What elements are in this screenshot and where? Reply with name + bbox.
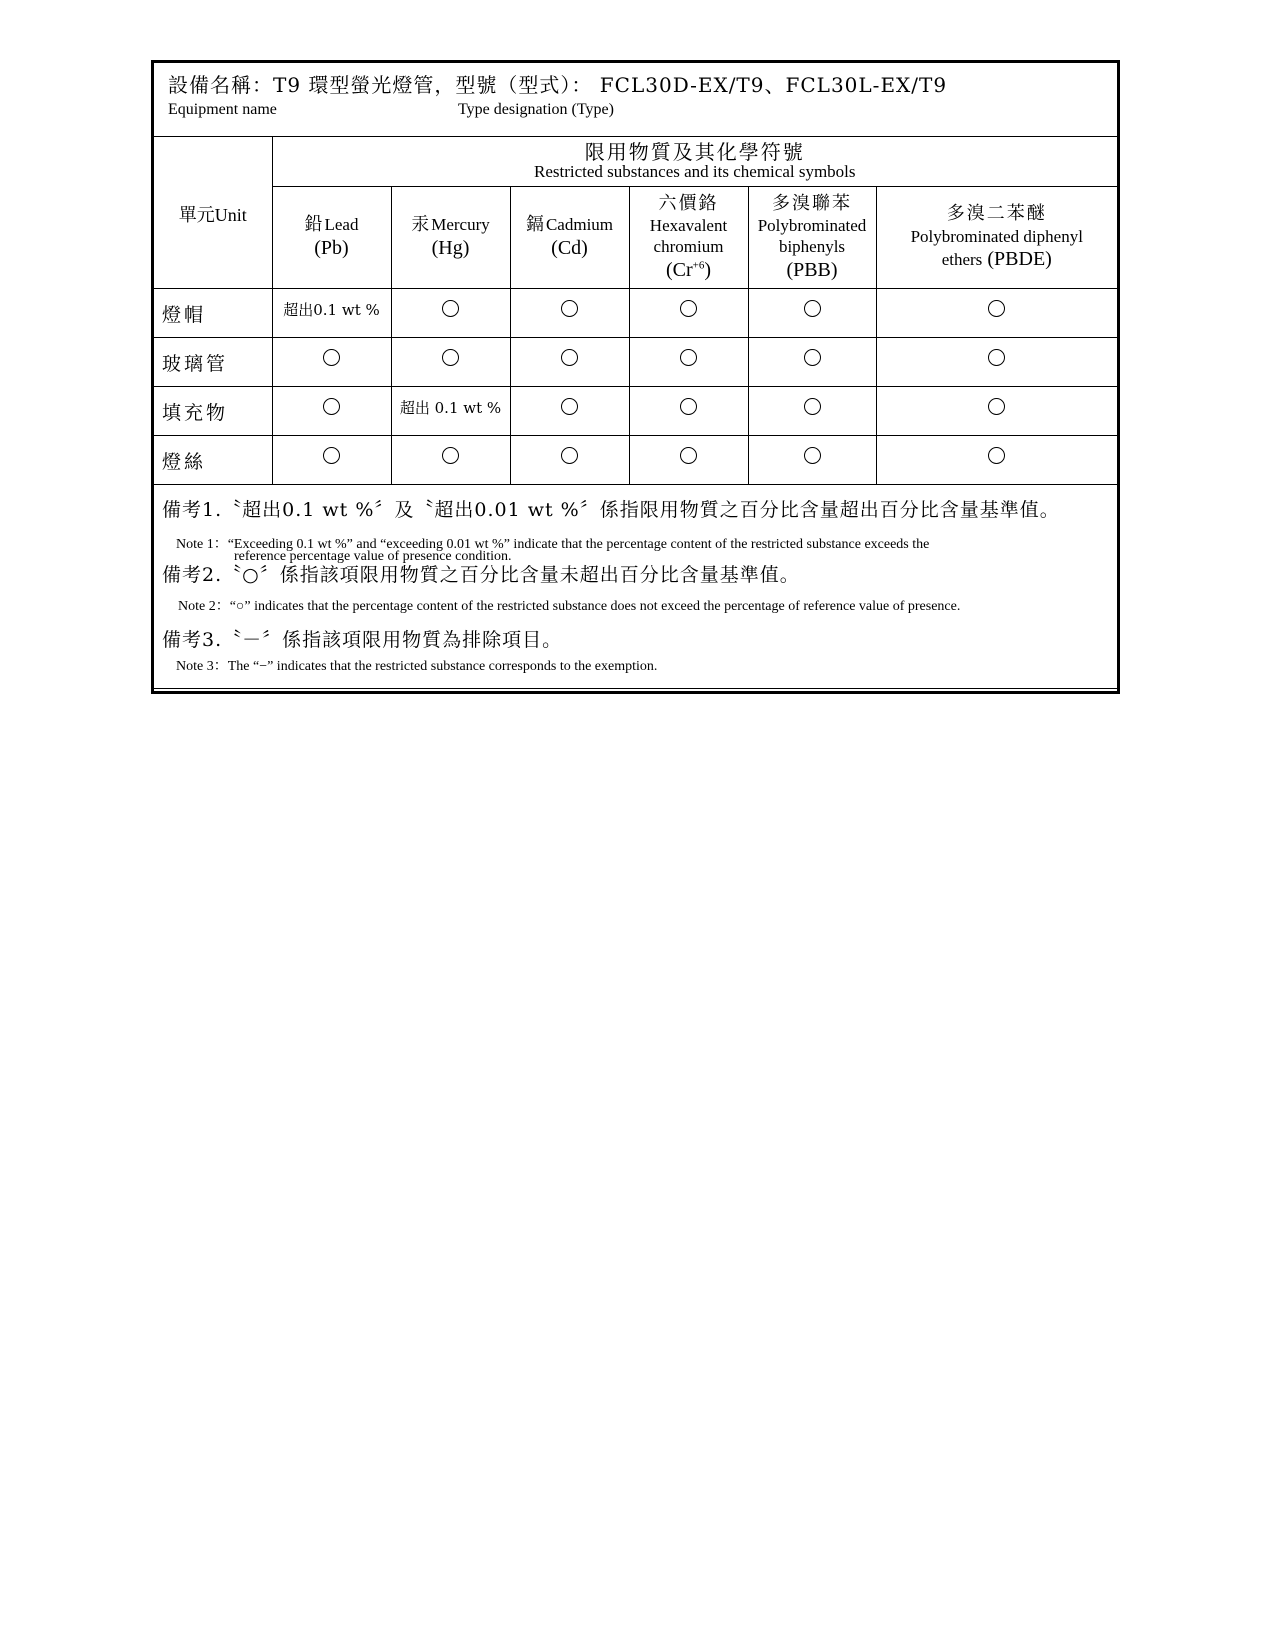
table-row bbox=[154, 436, 1117, 485]
substance-en-line2: ethers bbox=[941, 249, 983, 269]
substance-symbol: (PBB) bbox=[786, 258, 838, 281]
circle-mark bbox=[442, 349, 459, 366]
table-cell bbox=[272, 338, 391, 387]
table-cell bbox=[876, 338, 1117, 387]
table-cell bbox=[391, 436, 510, 485]
unit-label: 玻璃管 bbox=[154, 338, 272, 387]
substance-header-cadmium bbox=[510, 187, 629, 289]
table-cell bbox=[510, 387, 629, 436]
substance-en-line2: chromium bbox=[653, 237, 724, 257]
note-3-en: Note 3：The “−” indicates that the restricted substance corresponds to the exemption. bbox=[176, 659, 658, 674]
substance-table bbox=[154, 63, 1117, 689]
unit-label: 填充物 bbox=[154, 387, 272, 436]
table-cell bbox=[876, 289, 1117, 338]
substance-en-line1: Polybrominated bbox=[757, 216, 867, 235]
restricted-substances-header bbox=[272, 137, 1117, 187]
unit-header-en: Unit bbox=[214, 205, 247, 225]
substance-zh: 鎘 bbox=[525, 213, 546, 235]
equipment-name-label: Equipment name bbox=[168, 101, 277, 118]
circle-mark bbox=[323, 349, 340, 366]
substance-zh: 六價鉻 bbox=[658, 192, 719, 214]
table-cell bbox=[272, 436, 391, 485]
equipment-title-cell bbox=[154, 63, 1117, 137]
circle-mark bbox=[804, 398, 821, 415]
restricted-substances-zh: 限用物質及其化學符號 bbox=[584, 140, 805, 165]
substance-header-hexavalent-chromium bbox=[629, 187, 748, 289]
table-cell bbox=[748, 338, 876, 387]
symbol-superscript: +6 bbox=[692, 258, 705, 271]
substance-en-line1: Hexavalent bbox=[649, 216, 728, 235]
circle-mark bbox=[988, 447, 1005, 464]
table-cell bbox=[629, 436, 748, 485]
circle-mark bbox=[680, 398, 697, 415]
unit-header bbox=[154, 137, 272, 289]
unit-header-zh: 單元 bbox=[178, 205, 215, 226]
table-cell bbox=[748, 436, 876, 485]
substance-header-lead bbox=[272, 187, 391, 289]
table-cell bbox=[510, 338, 629, 387]
table-cell bbox=[876, 387, 1117, 436]
circle-mark bbox=[561, 447, 578, 464]
header-row-2 bbox=[154, 187, 1117, 289]
table-cell bbox=[391, 338, 510, 387]
circle-mark bbox=[680, 300, 697, 317]
substance-header-mercury bbox=[391, 187, 510, 289]
table-cell bbox=[629, 289, 748, 338]
substance-zh: 多溴聯苯 bbox=[772, 192, 852, 214]
table-cell bbox=[272, 289, 391, 338]
circle-mark bbox=[680, 447, 697, 464]
table-cell bbox=[391, 289, 510, 338]
circle-mark bbox=[804, 300, 821, 317]
substance-header-pbb bbox=[748, 187, 876, 289]
substance-zh: 汞 bbox=[411, 213, 432, 235]
substance-en-line2: biphenyls bbox=[778, 237, 846, 257]
substance-en: Cadmium bbox=[545, 214, 614, 234]
equipment-title-english bbox=[168, 101, 1117, 123]
table-cell bbox=[748, 289, 876, 338]
note-1-en-continued: reference percentage value of presence condition. bbox=[234, 549, 512, 564]
circle-mark bbox=[561, 398, 578, 415]
circle-mark bbox=[988, 398, 1005, 415]
substance-symbol: (PBDE) bbox=[987, 247, 1052, 270]
table-cell bbox=[510, 436, 629, 485]
note-1-en: Note 1：“Exceeding 0.1 wt %” and “exceeding 0.01 wt %” indicate that the percentage content of the restricted substance exceeds the bbox=[176, 537, 930, 552]
notes-row bbox=[154, 485, 1117, 689]
substance-zh: 鉛 bbox=[304, 213, 325, 235]
table-row bbox=[154, 289, 1117, 338]
substance-en: Lead bbox=[324, 214, 359, 234]
note-3-zh: 備考3.〝－〞係指該項限用物質為排除項目。 bbox=[162, 629, 563, 651]
substance-zh: 多溴二苯醚 bbox=[946, 203, 1047, 225]
unit-label: 燈絲 bbox=[154, 436, 272, 485]
rohs-declaration-table bbox=[151, 60, 1120, 694]
cell-value: 超出0.1 wt % bbox=[283, 300, 380, 319]
table-cell bbox=[272, 387, 391, 436]
circle-mark bbox=[442, 300, 459, 317]
table-cell bbox=[510, 289, 629, 338]
substance-symbol: (Pb) bbox=[314, 237, 349, 260]
table-cell bbox=[748, 387, 876, 436]
circle-mark bbox=[561, 349, 578, 366]
header-row-1 bbox=[154, 137, 1117, 187]
circle-mark bbox=[442, 447, 459, 464]
table-cell bbox=[629, 387, 748, 436]
table-row bbox=[154, 338, 1117, 387]
table-cell bbox=[391, 387, 510, 436]
unit-label: 燈帽 bbox=[154, 289, 272, 338]
substance-en: Mercury bbox=[431, 214, 490, 234]
circle-mark bbox=[988, 349, 1005, 366]
table-row bbox=[154, 387, 1117, 436]
symbol-end: ) bbox=[704, 258, 712, 281]
restricted-substances-en: Restricted substances and its chemical symbols bbox=[534, 162, 856, 182]
note-1-zh: 備考1.〝超出0.1 wt %〞及〝超出0.01 wt %〞係指限用物質之百分比含量超出百分比含量基準值。 bbox=[162, 499, 1060, 521]
substance-symbol bbox=[630, 258, 748, 283]
notes-section bbox=[154, 485, 1117, 689]
title-row bbox=[154, 63, 1117, 137]
table-cell bbox=[876, 436, 1117, 485]
type-designation-label: Type designation (Type) bbox=[458, 101, 614, 118]
note-2-zh: 備考2.〝○〞係指該項限用物質之百分比含量未超出百分比含量基準值。 bbox=[162, 564, 800, 586]
circle-mark bbox=[988, 300, 1005, 317]
circle-mark bbox=[804, 349, 821, 366]
table-cell bbox=[629, 338, 748, 387]
circle-mark bbox=[323, 447, 340, 464]
circle-mark bbox=[561, 300, 578, 317]
substance-header-pbde bbox=[876, 187, 1117, 289]
cell-value: 超出 0.1 wt % bbox=[399, 398, 502, 417]
equipment-title: 設備名稱：T9 環型螢光燈管，型號（型式）： FCL30D-EX/T9、FCL30L-EX/T9 bbox=[168, 73, 948, 97]
note-2-en: Note 2：“○” indicates that the percentage content of the restricted substance does not exceed the percentage of reference value of presence. bbox=[178, 599, 961, 614]
substance-en-line1: Polybrominated diphenyl bbox=[910, 226, 1083, 246]
circle-mark bbox=[323, 398, 340, 415]
substance-symbol: (Hg) bbox=[431, 237, 470, 260]
circle-mark bbox=[680, 349, 697, 366]
circle-mark bbox=[804, 447, 821, 464]
substance-symbol: (Cd) bbox=[551, 237, 588, 260]
symbol-base: (Cr bbox=[665, 258, 693, 281]
